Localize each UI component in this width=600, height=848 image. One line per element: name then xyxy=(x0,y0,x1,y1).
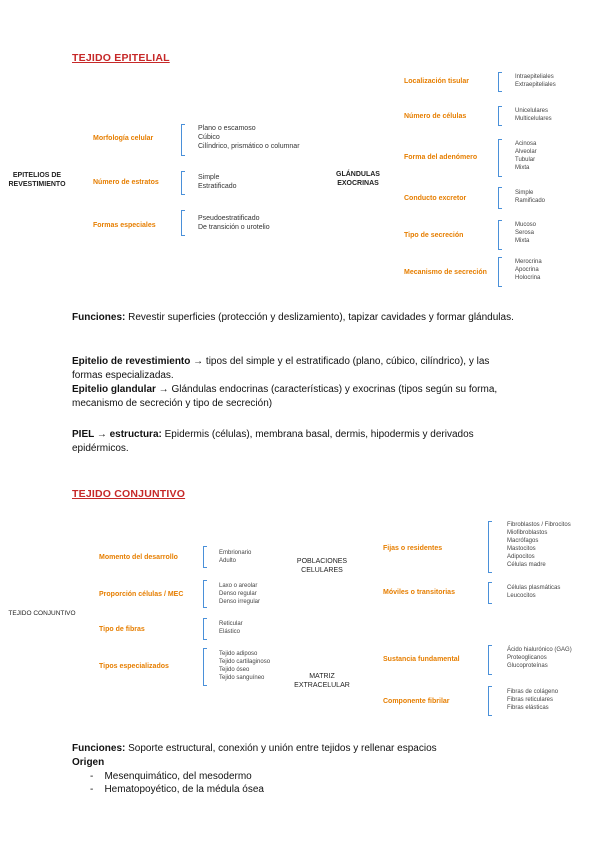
list-item-text: Hematopoyético, de la médula ósea xyxy=(104,784,264,795)
group-label-momento-desarrollo: Momento del desarrollo xyxy=(99,554,178,561)
group-items-tipos-especializados xyxy=(219,650,270,682)
list-item: Serosa xyxy=(515,230,535,236)
group-label-tipo-fibras: Tipo de fibras xyxy=(99,626,145,633)
list-item: Proteoglicanos xyxy=(507,655,547,661)
group-label-conducto-excretor: Conducto excretor xyxy=(404,195,467,202)
brace xyxy=(203,648,207,686)
group-items-tipo-fibras xyxy=(219,620,243,636)
brace xyxy=(488,645,492,675)
text: → tipos del simple y el estratificado (plano, cúbico, cilíndrico), y las formas especializadas. xyxy=(72,356,490,381)
label: Funciones: xyxy=(72,312,126,323)
list-item: Extraepiteliales xyxy=(515,82,556,88)
group-label-mecanismo-secrecion: Mecanismo de secreción xyxy=(404,269,487,276)
text: Soporte estructural, conexión y unión entre tejidos y rellenar espacios xyxy=(125,743,437,754)
group-items-forma-adenomero xyxy=(515,140,537,172)
group-items-mecanismo-secrecion xyxy=(515,258,542,282)
brace xyxy=(203,546,207,568)
brace xyxy=(498,106,502,126)
list-item: Denso irregular xyxy=(219,599,261,605)
list-item: Células madre xyxy=(507,562,546,568)
list-item: Miofibroblastos xyxy=(507,530,548,536)
group-label-forma-adenomero: Forma del adenómero xyxy=(404,154,478,161)
root-poblaciones-celulares: POBLACIONES CELULARES xyxy=(296,558,348,574)
label: Epitelio glandular xyxy=(72,384,156,395)
list-item: Macrófagos xyxy=(507,538,539,544)
text: Revestir superficies (protección y deslizamiento), tapizar cavidades y formar glándulas. xyxy=(125,312,514,323)
list-item: Intraepiteliales xyxy=(515,74,554,80)
brace xyxy=(488,686,492,716)
group-items-formas-especiales xyxy=(198,214,270,232)
paragraph-funciones-conjuntivo xyxy=(72,742,542,756)
section-title-conjuntivo: TEJIDO CONJUNTIVO xyxy=(72,488,186,500)
list-item: Fibroblastos / Fibrocitos xyxy=(507,522,571,528)
group-items-momento-desarrollo xyxy=(219,549,251,565)
list-item: Mixta xyxy=(515,238,530,244)
list-item: Unicelulares xyxy=(515,108,549,114)
root-tejido-conjuntivo: TEJIDO CONJUNTIVO xyxy=(8,610,76,617)
group-items-moviles xyxy=(507,584,560,600)
group-label-tipos-especializados: Tipos especializados xyxy=(99,663,169,670)
brace xyxy=(498,257,502,287)
brace xyxy=(488,521,492,573)
group-label-morfologia: Morfología celular xyxy=(93,135,154,142)
list-item: Leucocitos xyxy=(507,593,536,599)
list-item: Simple xyxy=(515,190,534,196)
group-items-componente-fibrilar xyxy=(507,688,558,712)
label: Epitelio de revestimiento xyxy=(72,356,191,367)
list-origen xyxy=(90,770,264,796)
root-matriz-extracelular: MATRIZ EXTRACELULAR xyxy=(294,673,350,689)
list-item: - Hematopoyético, de la médula ósea xyxy=(90,784,264,795)
paragraph-epitelio-revestimiento xyxy=(72,355,522,382)
brace xyxy=(181,124,185,156)
list-item: Cilíndrico, prismático o columnar xyxy=(198,143,300,150)
list-item: Ácido hialurónico (GAG) xyxy=(507,647,572,653)
list-item: Embrionario xyxy=(219,550,252,556)
group-label-sustancia-fundamental: Sustancia fundamental xyxy=(383,656,460,663)
group-items-conducto-excretor xyxy=(515,189,545,205)
list-item: Fibras reticulares xyxy=(507,697,554,703)
brace xyxy=(498,139,502,177)
list-item: Estratificado xyxy=(198,183,237,190)
list-item: Ramificado xyxy=(515,198,546,204)
list-item: Tejido sanguíneo xyxy=(219,675,265,681)
group-label-localizacion: Localización tisular xyxy=(404,78,469,85)
list-item: Mastocitos xyxy=(507,546,536,552)
list-item: Tejido cartilaginoso xyxy=(219,659,271,665)
text: → Glándulas endocrinas (características) y exocrinas (tipos según su forma, mecanismo de secreción y tipo de secreción) xyxy=(72,384,498,409)
list-item: Alveolar xyxy=(515,149,537,155)
text: Epidermis (células), membrana basal, dermis, hipodermis y derivados epidérmicos. xyxy=(72,429,474,454)
list-item: Fibras de colágeno xyxy=(507,689,559,695)
group-label-tipo-secrecion: Tipo de secreción xyxy=(404,232,464,239)
paragraph-epitelio-glandular xyxy=(72,383,522,410)
label: PIEL → estructura: xyxy=(72,429,162,440)
brace xyxy=(498,220,502,250)
root-glandulas-exocrinas: GLÁNDULAS EXOCRINAS xyxy=(336,171,380,187)
list-item: Tejido adiposo xyxy=(219,651,258,657)
list-item: Simple xyxy=(198,174,220,181)
list-item: Merocrina xyxy=(515,259,542,265)
list-item: Adipocitos xyxy=(507,554,535,560)
list-item: Cúbico xyxy=(198,134,220,141)
list-item: Tejido óseo xyxy=(219,667,250,673)
list-item: Elástico xyxy=(219,629,241,635)
group-label-moviles: Móviles o transitorias xyxy=(383,589,455,596)
group-items-tipo-secrecion xyxy=(515,221,536,245)
paragraph-piel xyxy=(72,428,522,455)
group-items-morfologia xyxy=(198,124,300,151)
list-item: Células plasmáticas xyxy=(507,585,561,591)
group-label-numero-celulas: Número de células xyxy=(404,113,467,120)
list-item: Glucoproteínas xyxy=(507,663,548,669)
list-item: - Mesenquimático, del mesodermo xyxy=(90,771,252,782)
list-item: Mucoso xyxy=(515,222,537,228)
list-item: Acinosa xyxy=(515,141,537,147)
section-title-epitelial: TEJIDO EPITELIAL xyxy=(72,52,170,64)
list-item: Adulto xyxy=(219,558,237,564)
brace xyxy=(181,171,185,195)
label: Funciones: xyxy=(72,743,126,754)
list-item: Multicelulares xyxy=(515,116,552,122)
list-item: Apocrina xyxy=(515,267,539,273)
paragraph-funciones-epitelial xyxy=(72,311,522,325)
group-items-localizacion xyxy=(515,73,556,89)
group-label-estratos: Número de estratos xyxy=(93,179,159,186)
list-item: Denso regular xyxy=(219,591,257,597)
list-item: De transición o urotelio xyxy=(198,224,270,231)
group-label-formas-especiales: Formas especiales xyxy=(93,222,156,229)
list-item: Laxo o areolar xyxy=(219,583,258,589)
list-item: Reticular xyxy=(219,621,243,627)
group-items-estratos xyxy=(198,173,237,191)
list-item: Plano o escamoso xyxy=(198,125,256,132)
brace xyxy=(203,618,207,640)
brace xyxy=(498,187,502,209)
list-item: Holocrina xyxy=(515,275,541,281)
brace xyxy=(488,582,492,604)
list-item: Fibras elásticas xyxy=(507,705,549,711)
list-item: Mixta xyxy=(515,165,530,171)
list-item: Tubular xyxy=(515,157,536,163)
list-item-text: Mesenquimático, del mesodermo xyxy=(104,771,252,782)
group-items-sustancia-fundamental xyxy=(507,646,572,670)
group-label-componente-fibrilar: Componente fibrilar xyxy=(383,698,450,705)
heading-origen: Origen xyxy=(72,757,105,768)
group-label-fijas: Fijas o residentes xyxy=(383,545,443,552)
brace xyxy=(498,72,502,92)
brace xyxy=(181,210,185,236)
group-items-proporcion xyxy=(219,582,260,606)
group-items-numero-celulas xyxy=(515,107,552,123)
root-epitelios-revestimiento: EPITELIOS DE REVESTIMIENTO xyxy=(8,172,66,188)
brace xyxy=(203,580,207,608)
group-items-fijas xyxy=(507,521,571,569)
list-item: Pseudoestratificado xyxy=(198,215,260,222)
group-label-proporcion: Proporción células / MEC xyxy=(99,591,184,598)
